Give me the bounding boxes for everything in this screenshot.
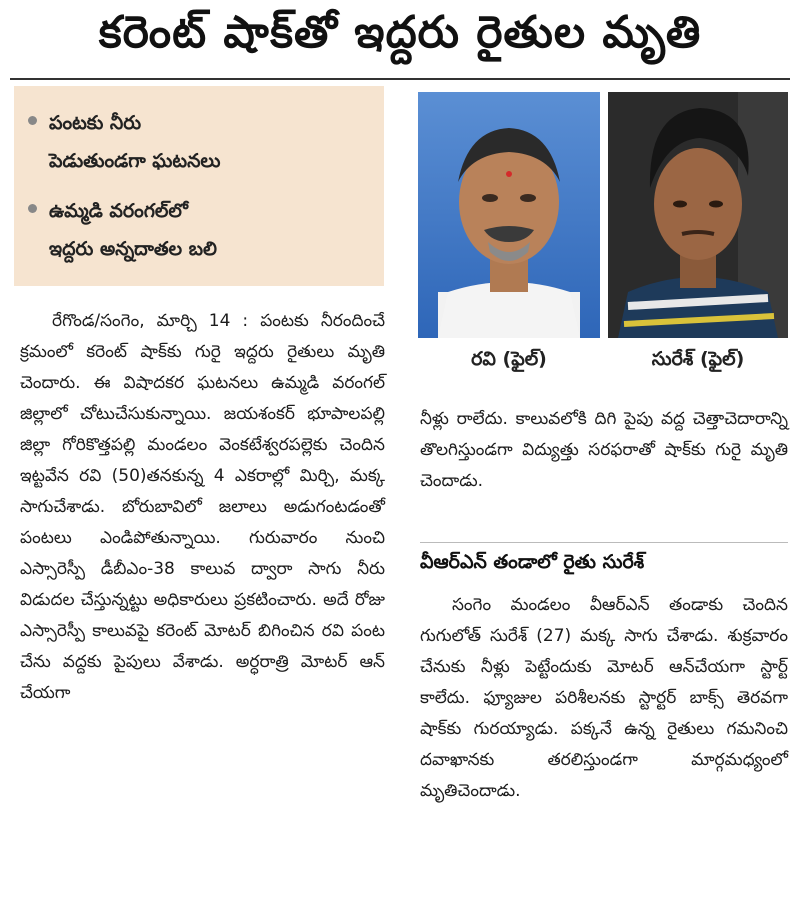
highlight-text: ఉమ్మడి వరంగల్‌లో ఇద్దరు అన్నదాతల బలి	[49, 200, 217, 260]
highlight-item	[28, 192, 370, 268]
highlights-box	[14, 86, 384, 286]
article-right-column-top	[420, 404, 788, 497]
portrait-suresh-image	[608, 92, 788, 338]
photo-ravi	[418, 92, 600, 338]
article-subhead: వీఆర్ఎన్ తండాలో రైతు సురేశ్	[420, 542, 788, 578]
photo-suresh	[608, 92, 788, 338]
caption-suresh: సురేశ్ (ఫైల్)	[651, 348, 745, 370]
highlight-item	[28, 104, 370, 180]
portrait-ravi-image	[418, 92, 600, 338]
headline-rule	[10, 78, 790, 80]
article-paragraph: సంగెం మండలం వీఆర్ఎన్ తండాకు చెందిన గుగులోత్ సురేశ్ (27) మక్క సాగు చేశాడు. శుక్రవారం చేనుకు నీళ్లు పెట్టేందుకు మోటర్ ఆన్‌చేయగా స్టార్ట్ కాలేదు. ఫ్యూజుల పరిశీలనకు స్టార్టర్ బాక్స్ తెరవగా షాక్‌కు గురయ్యాడు. పక్కనే ఉన్న రైతులు గమనించి దవాఖానకు తరలిస్తుండగా మార్గమధ్యంలో మృతిచెందాడు.	[420, 595, 788, 801]
article-paragraph: నీళ్లు రాలేదు. కాలువలోకి దిగి పైపు వద్ద చెత్తాచెదారాన్ని తొలగిస్తుండగా విద్యుత్తు సరఫరాతో షాక్‌కు గురై మృతి చెందాడు.	[420, 409, 788, 491]
bullet-icon	[28, 204, 37, 213]
caption-ravi: రవి (ఫైల్)	[471, 348, 547, 370]
article-paragraph: రేగొండ/సంగెం, మార్చి 14 : పంటకు నీరందించే క్రమంలో కరెంట్ షాక్‌కు గురై ఇద్దరు రైతులు మృతి చెందారు. ఈ విషాదకర ఘటనలు ఉమ్మడి వరంగల్ జిల్లాలో చోటుచేసుకున్నాయి. జయశంకర్ భూపాలపల్లి జిల్లా గోరికొత్తపల్లి మండలం వెంకటేశ్వరపల్లెకు చెందిన ఇట్టవేన రవి (50)తనకున్న 4 ఎకరాల్లో మిర్చి, మక్క సాగుచేశాడు. బోరుబావిలో జలాలు అడుగంటడంతో పంటలు ఎండిపోతున్నాయి. గురువారం నుంచి ఎస్సారెస్పీ డీబీఎం-38 కాలువ ద్వారా సాగు నీరు విడుదల చేస్తున్నట్టు అధికారులు ప్రకటించారు. అదే రోజు ఎస్సారెస్పీ కాలువపై కరెంట్ మోటర్ బిగించిన రవి పంట చేను వద్దకు పైపులు వేశాడు. అర్ధరాత్రి మోటర్ ఆన్ చేయగా	[20, 311, 385, 703]
highlight-text: పంటకు నీరు పెడుతుండగా ఘటనలు	[49, 112, 221, 172]
bullet-icon	[28, 116, 37, 125]
headline: కరెంట్ షాక్‌తో ఇద్దరు రైతుల మృతి	[98, 7, 702, 58]
article-left-column	[20, 306, 385, 709]
article-right-column-bottom	[420, 590, 788, 807]
